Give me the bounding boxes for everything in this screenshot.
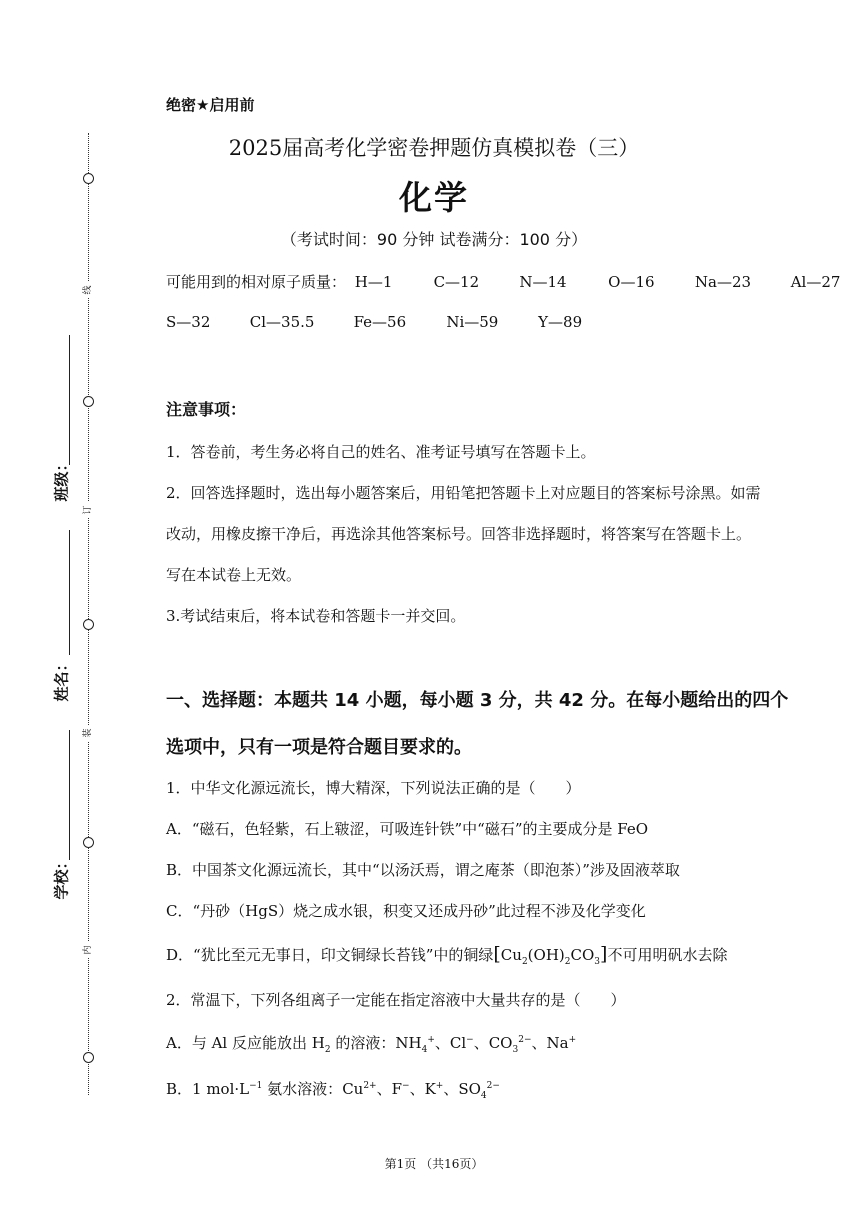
margin-char-xian: 线	[83, 282, 93, 298]
q1-option-d: D．“犹比至元无事日，印文铜绿长苔钱”中的铜绿$[Cu_2(OH)_2CO_3]$不可用明矾水去除	[166, 943, 728, 967]
q2-option-b-mid: 氨水溶液：	[262, 1080, 343, 1098]
atomic-masses-row1	[166, 271, 840, 292]
q1-option-c: C．“丹砂（HgS）烧之成水银，积变又还成丹砂”此过程不涉及化学变化	[166, 902, 646, 920]
mass-item: Al—27	[790, 273, 841, 291]
mass-item: Fe—56	[353, 313, 407, 331]
atomic-masses-row2	[166, 313, 582, 331]
note-line: 改动，用橡皮擦干净后，再选涂其他答案标号。回答非选择题时，将答案写在答题卡上。	[166, 525, 752, 543]
mass-item: Ni—59	[446, 313, 499, 331]
q1-option-a: A．“磁石，色轻紫，石上皲涩，可吸连针铁”中“磁石”的主要成分是 FeO	[166, 820, 649, 838]
school-field-line[interactable]	[69, 730, 70, 860]
mass-item: N—14	[519, 273, 567, 291]
mass-item: O—16	[608, 273, 655, 291]
class-field-line[interactable]	[69, 335, 70, 465]
mass-item: Y—89	[538, 313, 583, 331]
mass-item: S—32	[166, 313, 211, 331]
binding-hole-icon	[83, 1052, 94, 1063]
q1-option-b: B．中国茶文化源远流长，其中“以汤沃焉，谓之庵茶（即泡茶）”涉及固液萃取	[166, 861, 680, 879]
q2-option-b-text: B．1 mol·L	[166, 1080, 250, 1098]
note-line: 1．答卷前，考生务必将自己的姓名、准考证号填写在答题卡上。	[166, 443, 596, 461]
section-heading-line2: 选项中，只有一项是符合题目要求的。	[166, 737, 472, 758]
margin-char-nei: 内	[83, 942, 93, 958]
paper-title: 2025届高考化学密卷押题仿真模拟卷（三）	[228, 136, 640, 160]
name-label: 姓名：	[52, 656, 71, 702]
mass-item: Na—23	[694, 273, 752, 291]
binding-hole-icon	[83, 396, 94, 407]
school-label: 学校：	[52, 854, 71, 900]
q2-option-a: A．与 Al 反应能放出 $H_2$ 的溶液：$NH_4^+$、Cl−、$CO_3^{2-}$、Na+	[166, 1034, 577, 1055]
note-line: 3.考试结束后，将本试卷和答题卡一并交回。	[166, 607, 466, 625]
q2-option-a-text: A．与 Al 反应能放出 H	[166, 1034, 325, 1052]
mass-item: C—12	[433, 273, 480, 291]
q2-option-a-mid: 的溶液：	[330, 1034, 396, 1052]
note-line: 写在本试卷上无效。	[166, 566, 302, 584]
confidential-mark: 绝密★启用前	[166, 96, 255, 114]
name-field-line[interactable]	[69, 530, 70, 655]
q1-stem: 1．中华文化源远流长，博大精深，下列说法正确的是（ ）	[166, 779, 581, 797]
margin-char-ding: 订	[83, 502, 93, 518]
binding-hole-icon	[83, 619, 94, 630]
note-line: 2．回答选择题时，选出每小题答案后，用铅笔把答题卡上对应题目的答案标号涂黑。如需	[166, 484, 761, 502]
mass-item: Cl—35.5	[249, 313, 315, 331]
subject-title: 化学	[399, 178, 469, 217]
page-footer: 第1页 （共16页）	[384, 1157, 484, 1171]
q2-option-b: B．1 $mol\cdot L^{-1}$ 氨水溶液：$Cu^{2+}$、F−、K+、$SO_4^{2-}$	[166, 1080, 500, 1101]
section-heading-line1: 一、选择题：本题共 14 小题，每小题 3 分，共 42 分。在每小题给出的四个	[166, 690, 789, 711]
notes-title: 注意事项：	[166, 400, 247, 419]
q1-option-d-text: D．“犹比至元无事日，印文铜绿长苔钱”中的铜绿	[166, 946, 494, 964]
mass-item: H—1	[354, 273, 393, 291]
q2-stem: 2．常温下，下列各组离子一定能在指定溶液中大量共存的是（ ）	[166, 991, 626, 1009]
margin-char-zhuang: 装	[83, 725, 93, 741]
binding-hole-icon	[83, 837, 94, 848]
exam-info: （考试时间：90 分钟 试卷满分：100 分）	[280, 230, 588, 249]
atomic-masses-lead: 可能用到的相对原子质量：	[166, 273, 347, 291]
class-label: 班级：	[52, 456, 71, 502]
q1-option-d-tail: 不可用明矾水去除	[607, 946, 728, 964]
